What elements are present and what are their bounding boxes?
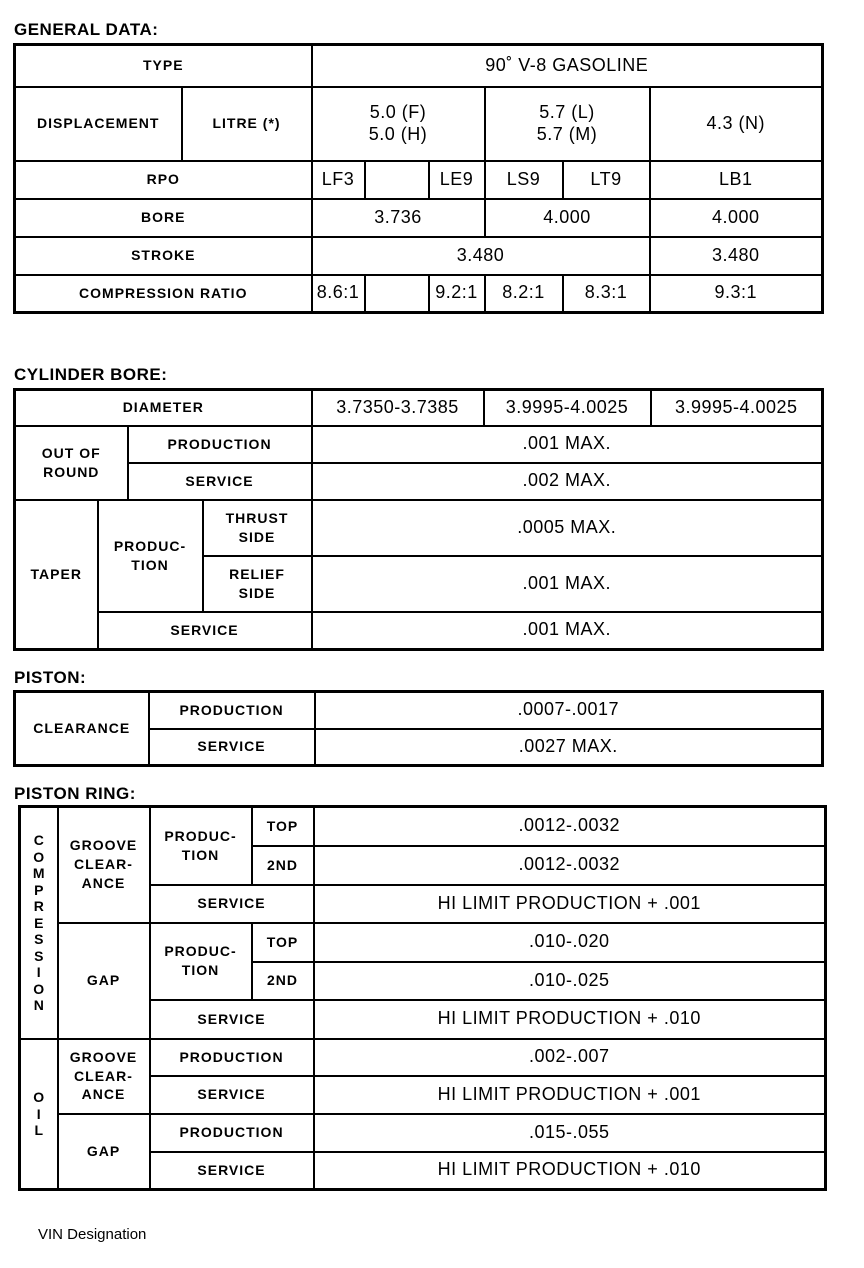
produc-line1: PRODUC-: [164, 827, 237, 844]
oil-groove-service-value: HI LIMIT PRODUCTION + .001: [314, 1076, 826, 1114]
compression-letter: E: [34, 914, 44, 931]
compression-vertical-label: [20, 807, 58, 1039]
oil-groove-production-value: .002-.007: [314, 1039, 826, 1076]
comp-groove-top-value: .0012-.0032: [314, 807, 826, 846]
comp-groove-2nd-label: 2ND: [252, 846, 314, 885]
taper-production-label: [98, 500, 203, 612]
compression-ratio-label: COMPRESSION RATIO: [15, 275, 312, 313]
general-data-title: GENERAL DATA:: [14, 20, 159, 39]
compression-letter: P: [34, 881, 44, 898]
diameter-value-1: 3.7350-3.7385: [312, 390, 484, 426]
compression-lf3: 8.6:1: [312, 275, 365, 313]
out-of-round-label-line1: OUT OF: [41, 444, 101, 461]
compression-letter: M: [32, 865, 45, 881]
oor-service-value: .002 MAX.: [312, 463, 823, 500]
displacement-l: 5.7 (L): [539, 101, 595, 122]
produc-line2: TION: [181, 962, 220, 978]
oor-production-value: .001 MAX.: [312, 426, 823, 463]
rpo-lb1: LB1: [650, 161, 823, 199]
displacement-m: 5.7 (M): [536, 123, 598, 144]
piston-ring-table: [18, 805, 827, 1191]
comp-gap-top-label: TOP: [252, 923, 314, 962]
compression-ls9: 8.2:1: [485, 275, 563, 313]
comp-groove-top-label: TOP: [252, 807, 314, 846]
oil-vertical-label: [20, 1039, 58, 1190]
clearance-label: CLEARANCE: [15, 692, 149, 766]
cylinder-bore-title: CYLINDER BORE:: [14, 365, 168, 384]
comp-groove-service-label: SERVICE: [150, 885, 314, 923]
compression-lb1: 9.3:1: [650, 275, 823, 313]
compression-letter: N: [33, 997, 44, 1013]
taper-label: TAPER: [15, 500, 98, 650]
bore-value-3: 4.000: [650, 199, 823, 237]
groove-line1: GROOVE: [69, 837, 138, 854]
produc-line2: TION: [181, 846, 220, 863]
piston-production-label: PRODUCTION: [149, 692, 315, 729]
oil-letter: L: [34, 1122, 44, 1138]
displacement-f: 5.0 (F): [369, 101, 427, 122]
displacement-fh: [312, 87, 485, 161]
bore-value-2: 4.000: [485, 199, 650, 237]
comp-gap-2nd-label: 2ND: [252, 962, 314, 1000]
compression-letter: C: [33, 832, 44, 848]
thrust-side-label: [203, 500, 312, 556]
oil-groove-service-label: SERVICE: [150, 1076, 314, 1114]
groove-line1: GROOVE: [69, 1048, 138, 1065]
piston-production-value: .0007-.0017: [315, 692, 823, 729]
rpo-le9: LE9: [429, 161, 485, 199]
comp-gap-service-label: SERVICE: [150, 1000, 314, 1039]
diameter-value-2: 3.9995-4.0025: [484, 390, 651, 426]
taper-relief-value: .001 MAX.: [312, 556, 823, 612]
relief-line1: RELIEF: [229, 565, 285, 582]
comp-groove-production-label: [150, 807, 252, 885]
oil-groove-production-label: PRODUCTION: [150, 1039, 314, 1076]
vin-designation-footer: VIN Designation: [38, 1226, 147, 1243]
oil-groove-clearance-label: [58, 1039, 150, 1114]
oil-letter: O: [33, 1089, 45, 1105]
displacement-h: 5.0 (H): [368, 123, 428, 144]
taper-produc-line2: TION: [131, 556, 169, 573]
oil-gap-production-value: .015-.055: [314, 1114, 826, 1152]
comp-groove-2nd-value: .0012-.0032: [314, 846, 826, 885]
oil-gap-label: GAP: [58, 1114, 150, 1190]
piston-service-value: .0027 MAX.: [315, 729, 823, 766]
thrust-line2: SIDE: [238, 528, 276, 545]
general-data-table: [13, 43, 824, 314]
compression-blank: [365, 275, 429, 313]
compression-letter: S: [34, 947, 44, 964]
diameter-label: DIAMETER: [15, 390, 312, 426]
oil-letter: I: [36, 1105, 41, 1122]
taper-produc-line1: PRODUC-: [113, 537, 187, 554]
comp-gap-top-value: .010-.020: [314, 923, 826, 962]
relief-line2: SIDE: [238, 584, 276, 601]
compression-letter: S: [34, 931, 44, 947]
cylinder-bore-table: [13, 388, 824, 651]
diameter-value-3: 3.9995-4.0025: [651, 390, 823, 426]
oor-production-label: PRODUCTION: [128, 426, 312, 463]
type-value: 90˚ V-8 GASOLINE: [312, 45, 823, 87]
displacement-label: DISPLACEMENT: [15, 87, 182, 161]
rpo-ls9: LS9: [485, 161, 563, 199]
rpo-lt9: LT9: [563, 161, 650, 199]
compression-letter: O: [33, 848, 45, 865]
taper-service-value: .001 MAX.: [312, 612, 823, 650]
bore-label: BORE: [15, 199, 312, 237]
type-label: TYPE: [15, 45, 312, 87]
rpo-label: RPO: [15, 161, 312, 199]
stroke-value-2: 3.480: [650, 237, 823, 275]
litre-label: LITRE (*): [182, 87, 312, 161]
groove-line2: CLEAR-: [74, 1067, 133, 1084]
groove-line3: ANCE: [81, 1086, 126, 1103]
bore-value-1: 3.736: [312, 199, 485, 237]
comp-groove-service-value: HI LIMIT PRODUCTION + .001: [314, 885, 826, 923]
oor-service-label: SERVICE: [128, 463, 312, 500]
piston-ring-title: PISTON RING:: [14, 784, 136, 803]
rpo-blank: [365, 161, 429, 199]
stroke-value-1: 3.480: [312, 237, 650, 275]
compression-lt9: 8.3:1: [563, 275, 650, 313]
compression-letter: I: [36, 964, 41, 980]
comp-gap-label: GAP: [58, 923, 150, 1039]
groove-line2: CLEAR-: [74, 856, 133, 873]
displacement-n: 4.3 (N): [650, 87, 823, 161]
compression-letter: O: [33, 980, 45, 997]
taper-service-label: SERVICE: [98, 612, 312, 650]
oil-gap-service-value: HI LIMIT PRODUCTION + .010: [314, 1152, 826, 1190]
stroke-label: STROKE: [15, 237, 312, 275]
oil-gap-production-label: PRODUCTION: [150, 1114, 314, 1152]
compression-letter: R: [33, 898, 44, 914]
relief-side-label: [203, 556, 312, 612]
comp-groove-clearance-label: [58, 807, 150, 923]
produc-line1: PRODUC-: [164, 943, 237, 960]
piston-title: PISTON:: [14, 668, 87, 687]
displacement-lm: [485, 87, 650, 161]
rpo-lf3: LF3: [312, 161, 365, 199]
oil-gap-service-label: SERVICE: [150, 1152, 314, 1190]
out-of-round-label: [15, 426, 128, 500]
comp-gap-production-label: [150, 923, 252, 1000]
comp-gap-service-value: HI LIMIT PRODUCTION + .010: [314, 1000, 826, 1039]
thrust-line1: THRUST: [225, 509, 289, 526]
piston-service-label: SERVICE: [149, 729, 315, 766]
taper-thrust-value: .0005 MAX.: [312, 500, 823, 556]
comp-gap-2nd-value: .010-.025: [314, 962, 826, 1000]
compression-le9: 9.2:1: [429, 275, 485, 313]
out-of-round-label-line2: ROUND: [43, 463, 100, 480]
groove-line3: ANCE: [81, 875, 126, 892]
piston-table: [13, 690, 824, 767]
